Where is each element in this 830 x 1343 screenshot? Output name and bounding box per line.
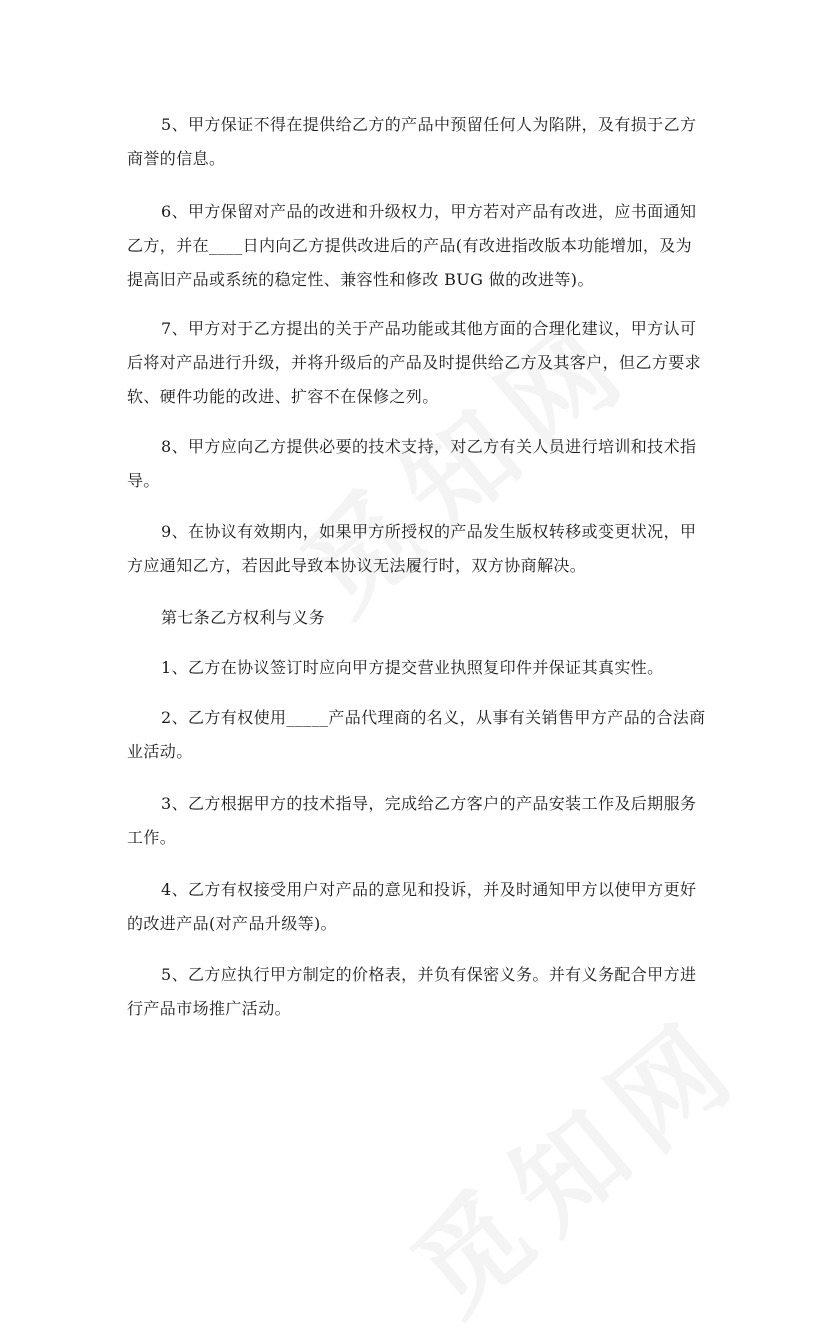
paragraph-party-a-clause-9 — [127, 515, 719, 583]
paragraph-line: 业活动。 — [127, 742, 193, 761]
paragraph-party-a-clause-7 — [127, 312, 719, 414]
paragraph-party-a-clause-5 — [127, 108, 719, 176]
paragraph-line: 8、甲方应向乙方提供必要的技术支持，对乙方有关人员进行培训和技术指 — [161, 437, 697, 456]
paragraph-line: 的改进产品(对产品升级等)。 — [127, 914, 338, 933]
paragraph-party-a-clause-8 — [127, 430, 719, 498]
paragraph-party-b-clause-1 — [127, 651, 719, 685]
paragraph-line: 后将对产品进行升级，并将升级后的产品及时提供给乙方及其客户，但乙方要求 — [127, 353, 702, 372]
paragraph-line: 4、乙方有权接受用户对产品的意见和投诉，并及时通知甲方以使甲方更好 — [161, 880, 697, 899]
paragraph-party-b-clause-4 — [127, 873, 719, 941]
paragraph-line: 方应通知乙方，若因此导致本协议无法履行时，双方协商解决。 — [127, 556, 587, 575]
paragraph-line: 6、甲方保留对产品的改进和升级权力，甲方若对产品有改进，应书面通知 — [161, 202, 697, 221]
paragraph-line: 5、乙方应执行甲方制定的价格表，并负有保密义务。并有义务配合甲方进 — [161, 965, 697, 984]
paragraph-party-b-clause-2 — [127, 701, 719, 769]
paragraph-line: 2、乙方有权使用_____产品代理商的名义，从事有关销售甲方产品的合法商 — [161, 708, 706, 727]
paragraph-line: 行产品市场推广活动。 — [127, 999, 292, 1018]
watermark-bottom — [374, 975, 770, 1343]
paragraph-party-a-clause-6 — [127, 195, 719, 297]
section-heading: 第七条乙方权利与义务 — [161, 608, 326, 627]
section-heading-article-7 — [127, 601, 719, 635]
paragraph-party-b-clause-5 — [127, 958, 719, 1026]
paragraph-party-b-clause-3 — [127, 787, 719, 855]
paragraph-line: 提高旧产品或系统的稳定性、兼容性和修改 BUG 做的改进等)。 — [127, 270, 594, 289]
paragraph-line: 9、在协议有效期内，如果甲方所授权的产品发生版权转移或变更状况，甲 — [161, 522, 697, 541]
paragraph-line: 3、乙方根据甲方的技术指导，完成给乙方客户的产品安装工作及后期服务 — [161, 794, 697, 813]
paragraph-line: 乙方，并在____日内向乙方提供改进后的产品(有改进指改版本功能增加，及为 — [127, 236, 693, 255]
paragraph-line: 1、乙方在协议签订时应向甲方提交营业执照复印件并保证其真实性。 — [161, 658, 664, 677]
paragraph-line: 软、硬件功能的改进、扩容不在保修之列。 — [127, 387, 439, 406]
paragraph-line: 7、甲方对于乙方提出的关于产品功能或其他方面的合理化建议，甲方认可 — [161, 319, 697, 338]
paragraph-line: 导。 — [127, 471, 160, 490]
paragraph-line: 商誉的信息。 — [127, 149, 226, 168]
paragraph-line: 5、甲方保证不得在提供给乙方的产品中预留任何人为陷阱，及有损于乙方 — [161, 115, 697, 134]
paragraph-line: 工作。 — [127, 828, 177, 847]
